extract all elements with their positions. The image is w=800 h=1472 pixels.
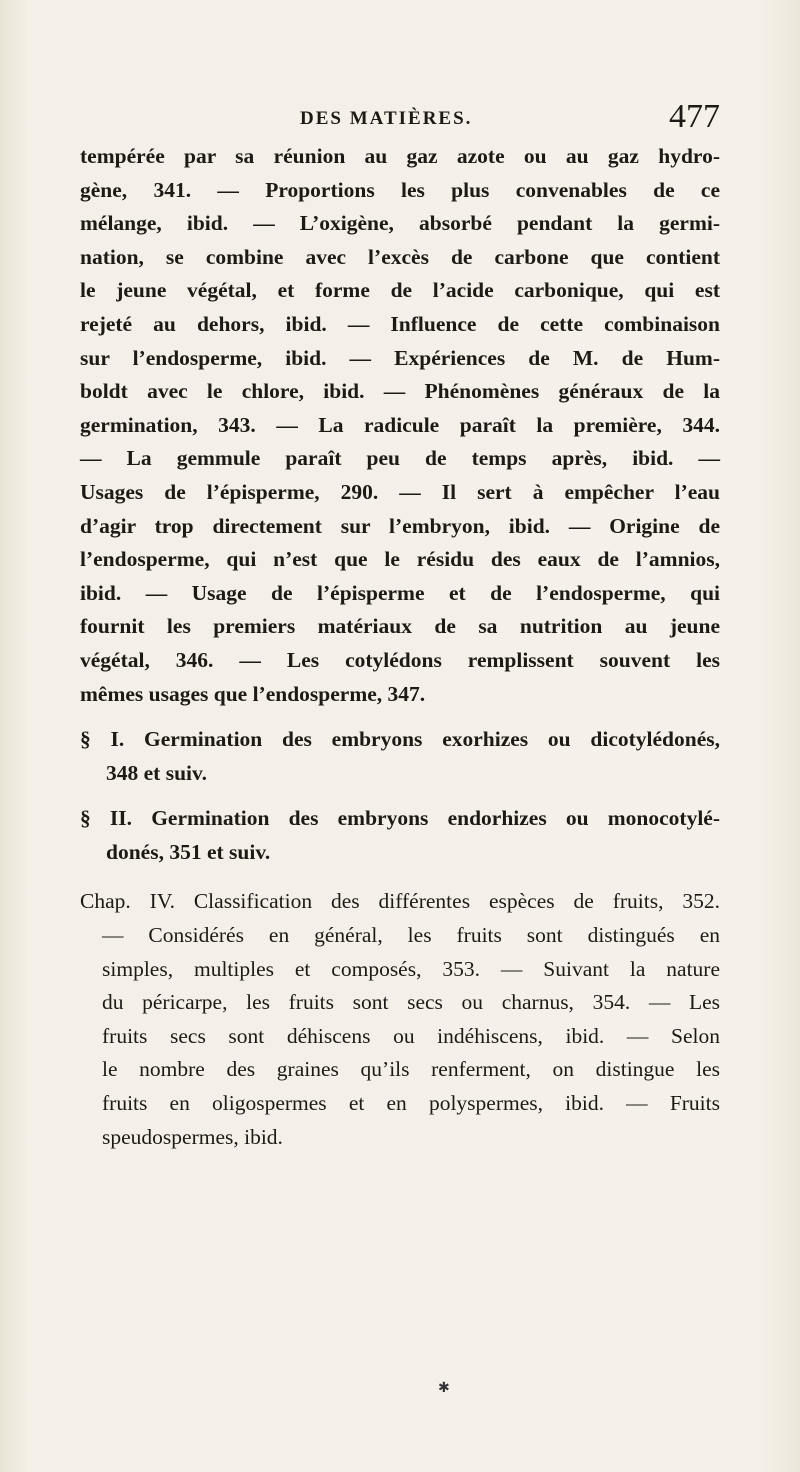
- text-line: gène, 341. — Proportions les plus convenables de ce: [80, 177, 720, 202]
- text-line: Usages de l’épisperme, 290. — Il sert à empêcher l’eau: [80, 479, 720, 504]
- text-line: speudospermes, ibid.: [102, 1124, 283, 1149]
- text-line: mélange, ibid. — L’oxigène, absorbé pendant la germi-: [80, 211, 720, 236]
- text-line: le jeune végétal, et forme de l’acide carbonique, qui est: [80, 278, 720, 303]
- text-line: le nombre des graines qu’ils renferment, on distingue les: [102, 1057, 720, 1082]
- chapter-entry: [80, 885, 720, 1154]
- text-line: — La gemmule paraît peu de temps après, ibid. —: [80, 446, 720, 471]
- text-line: du péricarpe, les fruits sont secs ou charnus, 354. — Les: [102, 990, 720, 1015]
- text-line: fournit les premiers matériaux de sa nutrition au jeune: [80, 614, 720, 639]
- index-text: [80, 140, 720, 1154]
- text-line: fruits secs sont déhiscens ou indéhiscens, ibid. — Selon: [102, 1023, 720, 1048]
- text-line: ibid. — Usage de l’épisperme et de l’endosperme, qui: [80, 580, 720, 605]
- text-line: Chap. IV. Classification des différentes espèces de fruits, 352.: [80, 889, 720, 914]
- text-line: sur l’endosperme, ibid. — Expériences de M. de Hum-: [80, 345, 720, 370]
- text-line: tempérée par sa réunion au gaz azote ou au gaz hydro-: [80, 144, 720, 168]
- text-line: § II. Germination des embryons endorhizes ou monocotylé-: [80, 806, 720, 831]
- text-line: 348 et suiv.: [106, 760, 207, 785]
- section-entry-2: [80, 802, 720, 869]
- text-line: boldt avec le chlore, ibid. — Phénomènes généraux de la: [80, 379, 720, 404]
- text-line: d’agir trop directement sur l’embryon, ibid. — Origine de: [80, 513, 720, 538]
- page-number: 477: [669, 98, 720, 135]
- section-entry-1: [80, 723, 720, 790]
- text-line: nation, se combine avec l’excès de carbone que contient: [80, 244, 720, 269]
- text-line: l’endosperme, qui n’est que le résidu des eaux de l’amnios,: [80, 547, 720, 572]
- text-line: donés, 351 et suiv.: [106, 839, 271, 864]
- ink-mark-icon: ✱: [438, 1380, 450, 1396]
- running-title: DES MATIÈRES.: [300, 108, 473, 129]
- text-line: fruits en oligospermes et en polyspermes, ibid. — Fruits: [102, 1091, 720, 1116]
- text-line: végétal, 346. — Les cotylédons remplissent souvent les: [80, 647, 720, 672]
- text-line: § I. Germination des embryons exorhizes ou dicotylédonés,: [80, 727, 720, 752]
- index-paragraph: [80, 140, 720, 711]
- text-line: rejeté au dehors, ibid. — Influence de cette combinaison: [80, 311, 720, 336]
- text-line: germination, 343. — La radicule paraît la première, 344.: [80, 412, 720, 437]
- page-header: [300, 98, 720, 138]
- text-line: mêmes usages que l’endosperme, 347.: [80, 681, 426, 706]
- text-line: — Considérés en général, les fruits sont distingués en: [102, 923, 720, 948]
- text-line: simples, multiples et composés, 353. — Suivant la nature: [102, 956, 720, 981]
